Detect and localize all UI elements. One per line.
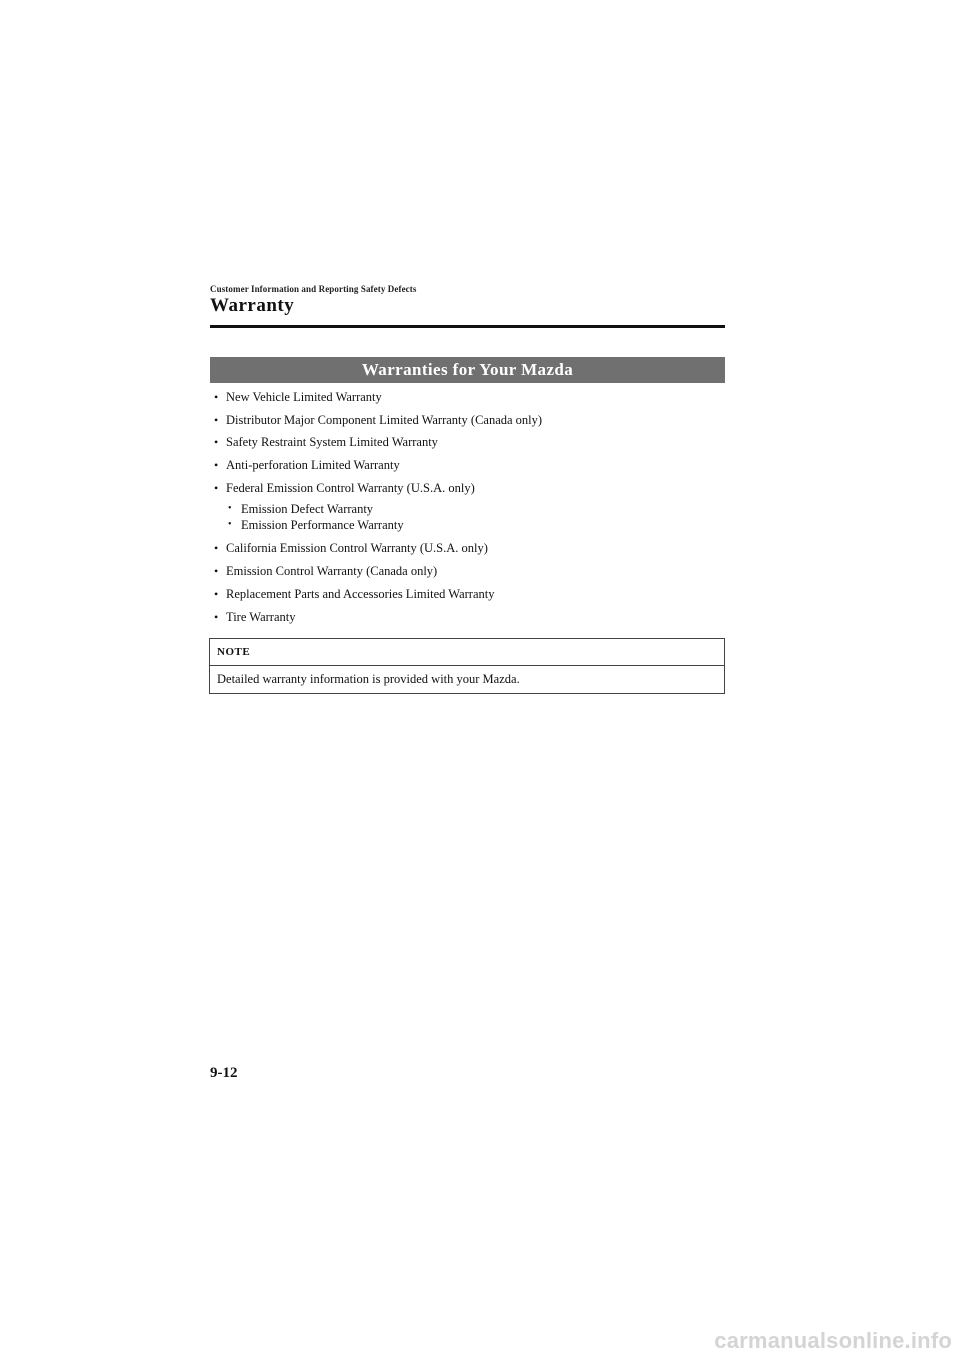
title-divider — [210, 325, 725, 328]
bullet-icon: • — [214, 458, 219, 473]
sub-bullet-icon: • — [228, 519, 232, 531]
list-item — [214, 608, 724, 631]
list-item-label: Tire Warranty — [226, 609, 296, 624]
list-item — [214, 388, 724, 411]
sub-list-item-label: Emission Performance Warranty — [241, 518, 404, 533]
sub-list-container — [214, 501, 724, 539]
bullet-icon: • — [214, 586, 219, 601]
list-item-label: New Vehicle Limited Warranty — [226, 390, 382, 404]
sub-list-item-label: Emission Defect Warranty — [241, 502, 374, 517]
note-text: Detailed warranty information is provided with your Mazda. — [217, 672, 520, 686]
list-item-label: Anti-perforation Limited Warranty — [226, 458, 400, 473]
list-item — [214, 411, 724, 434]
page-title: Warranty — [210, 295, 295, 316]
list-item — [214, 562, 724, 585]
list-item — [214, 456, 724, 479]
section-banner: Warranties for Your Mazda — [210, 357, 725, 383]
sub-list-item — [228, 517, 724, 533]
list-item-label: Replacement Parts and Accessories Limited Warranty — [226, 586, 495, 601]
site-watermark: carmanualsonline.info — [714, 1328, 952, 1353]
bullet-icon: • — [214, 435, 219, 450]
note-box — [209, 638, 725, 694]
list-item — [214, 585, 724, 608]
warranty-list — [214, 388, 724, 630]
sub-bullet-icon: • — [228, 503, 232, 515]
bullet-icon: • — [214, 564, 219, 579]
bullet-icon: • — [214, 390, 219, 404]
list-item — [214, 433, 724, 456]
list-item-label: California Emission Control Warranty (U.S.A. only) — [226, 541, 488, 556]
list-item-label: Safety Restraint System Limited Warranty — [226, 435, 438, 450]
federal-sub-list — [214, 501, 724, 539]
list-item-label: Distributor Major Component Limited Warranty (Canada only) — [226, 412, 543, 427]
bullet-icon: • — [214, 480, 219, 495]
page-number: 9-12 — [210, 1065, 238, 1081]
list-item-label: Emission Control Warranty (Canada only) — [226, 564, 438, 579]
list-item-label: Federal Emission Control Warranty (U.S.A. only) — [226, 480, 475, 495]
bullet-icon: • — [214, 412, 219, 427]
note-heading: NOTE — [210, 639, 724, 666]
bullet-icon: • — [214, 541, 219, 556]
bullet-icon: • — [214, 609, 219, 624]
chapter-label: Customer Information and Reporting Safety Defects — [210, 284, 417, 294]
list-item — [214, 479, 724, 502]
sub-list-item — [228, 501, 724, 517]
list-item — [214, 539, 724, 562]
